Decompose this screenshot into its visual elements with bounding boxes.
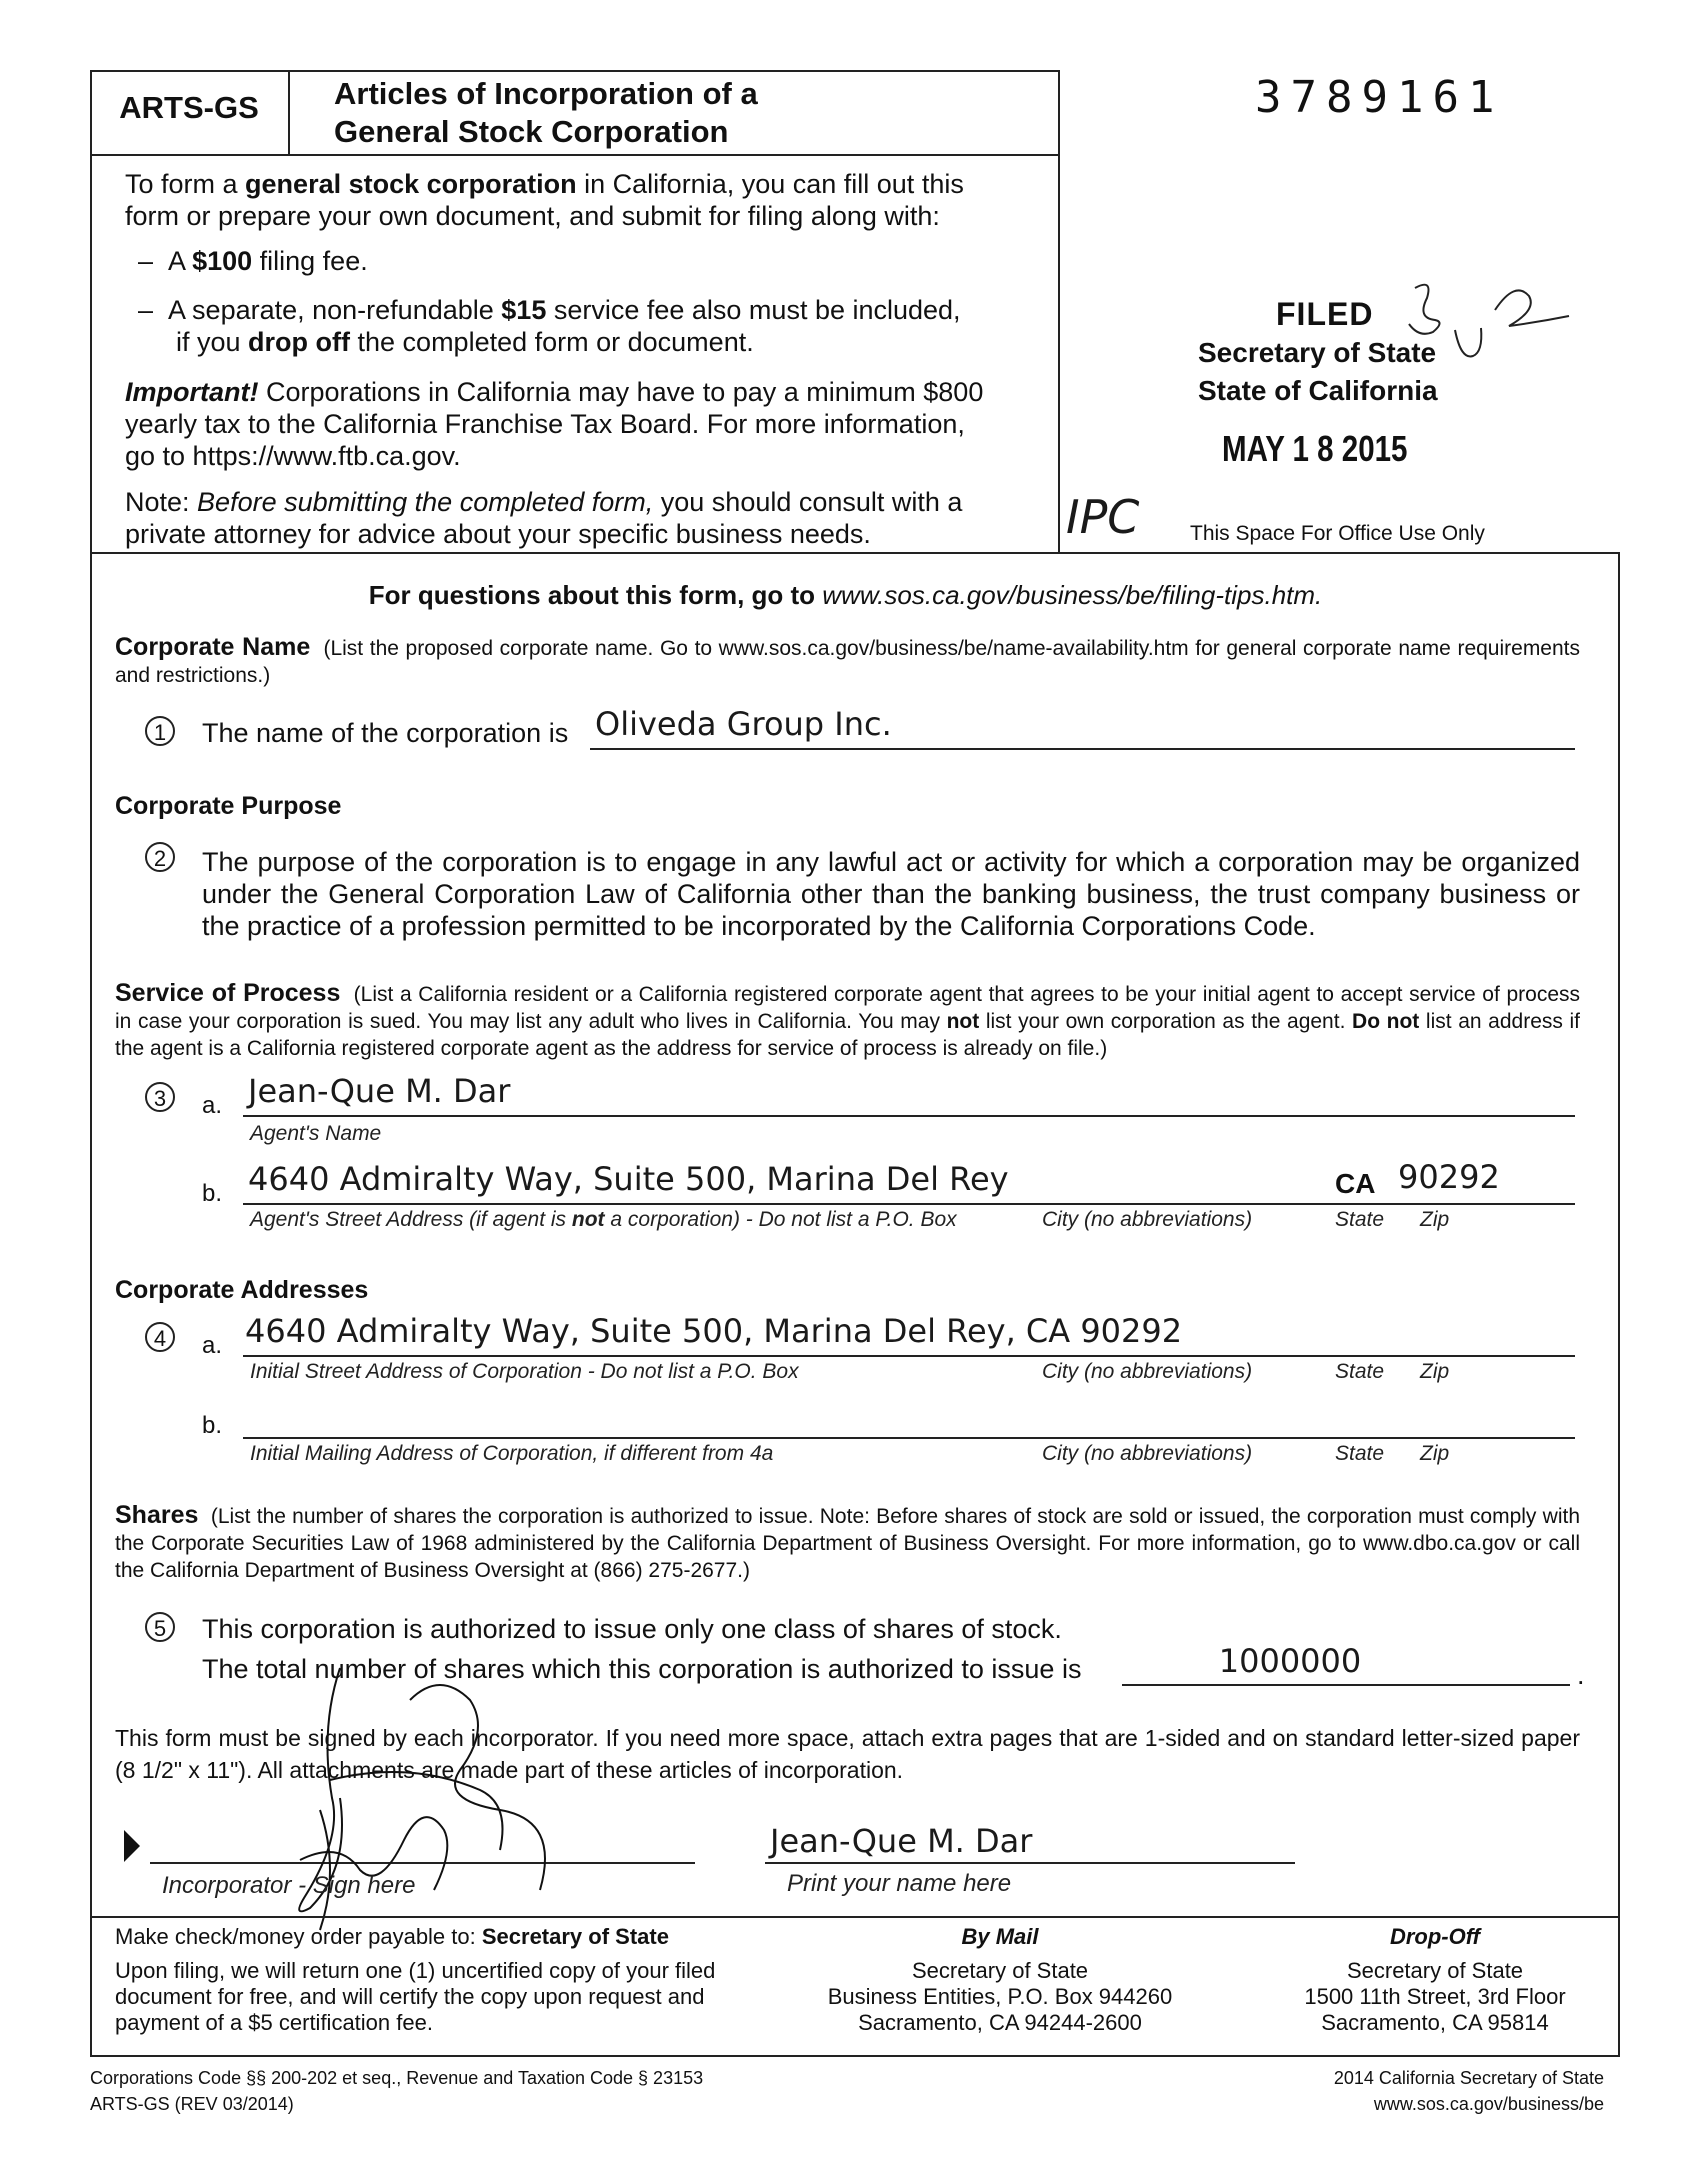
attorney-note: Note: Before submitting the completed form, you should consult with a private attorney for advice about your specific business needs. — [125, 487, 963, 549]
shares-line1: This corporation is authorized to issue only one class of shares of stock. — [202, 1614, 1062, 1644]
agent-name-field[interactable]: Jean-Que M. Dar — [248, 1072, 511, 1110]
signing-arrow — [122, 1828, 142, 1864]
stamp-line2: State of California — [1198, 375, 1438, 406]
corporation-city-label: City (no abbreviations) — [1042, 1360, 1253, 1383]
item-4a-letter: a. — [202, 1332, 223, 1359]
corporate-purpose-text: The purpose of the corporation is to engage in any lawful act or activity for which a corporation may be organized under the General Corporation Law of California other than the banking business, the trust company business or the practice of a profession permitted to be incorporated by the California Corporations Code. — [202, 847, 1580, 941]
corporate-name-section: Corporate Name (List the proposed corporate name. Go to www.sos.ca.gov/business/be/name-availability.htm for general corporate name requirements and restrictions.) — [115, 633, 1581, 687]
form-title-line2: General Stock Corporation — [334, 114, 729, 149]
agent-address-underline — [243, 1203, 1575, 1205]
corporate-name-label: The name of the corporation is — [202, 718, 569, 748]
item-number-4: 4 — [145, 1322, 175, 1352]
shares-section: Shares (List the number of shares the corporation is authorized to issue. Note: Before shares of stock are sold or issued, the corporation must comply with the Corporate Securities Law of 1968 administered by the California Department of Business Oversight. For more information, go to www.dbo.ca.gov or call the California Department of Business Oversight at (866) 275-2677.) — [115, 1501, 1580, 1582]
shares-count-field[interactable]: 1000000 — [1218, 1642, 1362, 1680]
header-divider — [288, 70, 290, 156]
office-use-label: This Space For Office Use Only — [1190, 522, 1485, 545]
form-title-line1: Articles of Incorporation of a — [334, 76, 758, 111]
office-box-side — [1058, 490, 1060, 554]
agent-zip-field[interactable]: 90292 — [1398, 1158, 1500, 1196]
stamp-date: MAY 1 8 2015 — [1222, 428, 1408, 469]
corporation-state-label: State — [1335, 1360, 1385, 1383]
mailing-zip-label: Zip — [1420, 1442, 1450, 1465]
agent-state-field[interactable]: CA — [1335, 1168, 1376, 1199]
item-number-5: 5 — [145, 1612, 175, 1642]
printed-name-underline — [765, 1862, 1295, 1864]
drop-off-block: Drop-Off Secretary of State 1500 11th Street, 3rd Floor Sacramento, CA 95814 — [1304, 1924, 1566, 2035]
document-number: 3789161 — [1255, 72, 1504, 123]
mailing-state-label: State — [1335, 1442, 1385, 1465]
mailing-address-field[interactable] — [243, 1437, 1575, 1439]
stamp-filed: FILED — [1276, 296, 1374, 332]
corporate-name-field[interactable]: Oliveda Group Inc. — [595, 705, 892, 743]
filing-tips-link[interactable]: www.sos.ca.gov/business/be/filing-tips.htm. — [822, 580, 1323, 610]
print-name-label: Print your name here — [787, 1870, 1012, 1897]
corporate-addresses-heading: Corporate Addresses — [115, 1276, 369, 1304]
agent-city-label: City (no abbreviations) — [1042, 1208, 1253, 1231]
footer-box-divider — [90, 1916, 1620, 1918]
agent-address-label: Agent's Street Address (if agent is not a corporation) - Do not list a P.O. Box — [250, 1208, 957, 1231]
service-of-process-section: Service of Process (List a California resident or a California registered corporate agent that agrees to be your initial agent to accept service of process in case your corporation is sued. You may list any adult who lives in California. You may not list your own corporation as the agent. Do not list an address if the agent is a California registered corporate agent as the address for service of process is already on file.) — [115, 979, 1580, 1060]
agent-zip-label: Zip — [1420, 1208, 1450, 1231]
printed-name-field[interactable]: Jean-Que M. Dar — [770, 1822, 1033, 1860]
shares-period: . — [1577, 1660, 1585, 1690]
form-code: ARTS-GS — [119, 90, 259, 125]
corporation-zip-label: Zip — [1420, 1360, 1450, 1383]
office-box-top — [1058, 552, 1620, 554]
item-3a-letter: a. — [202, 1092, 223, 1119]
footer-code-reference: Corporations Code §§ 200-202 et seq., Revenue and Taxation Code § 23153 — [90, 2068, 704, 2088]
payable-line: Make check/money order payable to: Secretary of State — [115, 1924, 669, 1949]
agent-address-field[interactable]: 4640 Admiralty Way, Suite 500, Marina Del Rey — [248, 1160, 1009, 1198]
agent-state-label: State — [1335, 1208, 1385, 1231]
item-number-1: 1 — [145, 716, 175, 746]
intro-paragraph: To form a general stock corporation in California, you can fill out this form or prepare your own document, and submit for filing along with: — [125, 169, 964, 231]
mailing-city-label: City (no abbreviations) — [1042, 1442, 1253, 1465]
stamp-line1: Secretary of State — [1198, 337, 1437, 368]
important-note: Important! Corporations in California may have to pay a minimum $800 yearly tax to the California Franchise Tax Board. For more information, go to https://www.ftb.ca.gov. — [125, 377, 984, 471]
footer-copyright: 2014 California Secretary of State — [1333, 2068, 1604, 2088]
item-4b-letter: b. — [202, 1412, 223, 1439]
footer-form-revision: ARTS-GS (REV 03/2014) — [90, 2094, 294, 2114]
footer-website[interactable]: www.sos.ca.gov/business/be — [1373, 2094, 1604, 2114]
bullet-filing-fee: – A $100 filing fee. — [138, 246, 368, 276]
corporation-street-field[interactable]: 4640 Admiralty Way, Suite 500, Marina Del Rey, CA 90292 — [245, 1312, 1183, 1350]
bullet-service-fee: – A separate, non-refundable $15 service fee also must be included, if you drop off the completed form or document. — [138, 295, 961, 357]
upon-filing-text: Upon filing, we will return one (1) uncertified copy of your filed document for free, and will certify the copy upon request and payment of a $5 certification fee. — [115, 1958, 716, 2035]
item-number-2: 2 — [145, 842, 175, 872]
signing-instructions: This form must be signed by each incorporator. If you need more space, attach extra pages that are 1-sided and on standard letter-sized paper (8 1/2" x 11"). All attachments are made part of these articles of incorporation. — [115, 1725, 1580, 1783]
corporate-name-underline — [590, 748, 1575, 750]
sign-here-label: Incorporator - Sign here — [162, 1872, 416, 1899]
by-mail-block: By Mail Secretary of State Business Entities, P.O. Box 944260 Sacramento, CA 94244-2600 — [827, 1924, 1173, 2035]
item-3b-letter: b. — [202, 1180, 223, 1207]
questions-line: For questions about this form, go to www.sos.ca.gov/business/be/filing-tips.htm. — [368, 580, 1323, 610]
agent-name-underline — [243, 1115, 1575, 1117]
handwritten-mark: IPC — [1066, 490, 1140, 544]
agent-name-label: Agent's Name — [250, 1122, 382, 1145]
item-number-3: 3 — [145, 1082, 175, 1112]
corporation-street-underline — [243, 1355, 1575, 1357]
shares-underline — [1122, 1684, 1570, 1686]
signature-drawing — [270, 1660, 620, 1950]
corporate-purpose-heading: Corporate Purpose — [115, 792, 342, 820]
shares-line2: The total number of shares which this corporation is authorized to issue is — [202, 1654, 1082, 1684]
mailing-address-label: Initial Mailing Address of Corporation, if different from 4a — [250, 1442, 774, 1465]
corporation-street-label: Initial Street Address of Corporation - Do not list a P.O. Box — [250, 1360, 799, 1383]
